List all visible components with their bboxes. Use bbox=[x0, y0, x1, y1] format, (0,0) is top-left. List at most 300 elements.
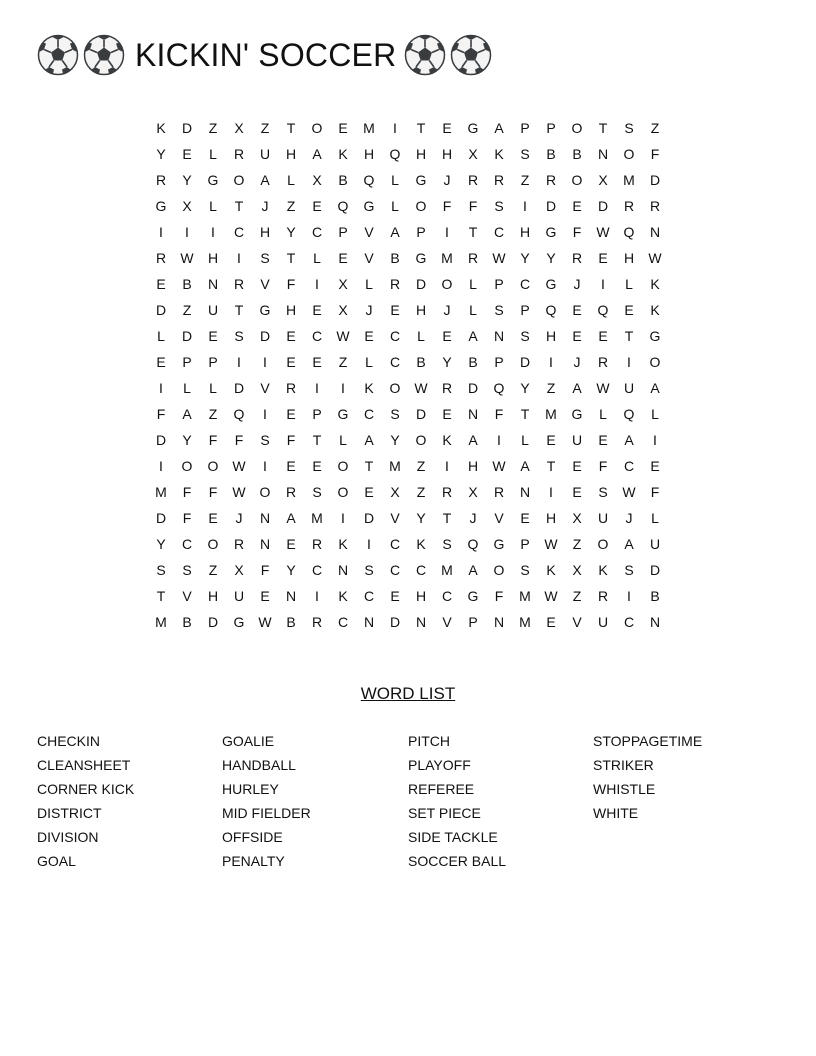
grid-letter: P bbox=[208, 354, 218, 370]
grid-letter: Q bbox=[363, 172, 375, 188]
grid-letter: E bbox=[442, 328, 452, 344]
grid-letter: R bbox=[597, 354, 609, 370]
grid-letter: R bbox=[467, 172, 479, 188]
grid-letter: Z bbox=[416, 484, 426, 500]
grid-letter: E bbox=[208, 328, 218, 344]
grid-letter: H bbox=[545, 328, 557, 344]
grid-letter: E bbox=[286, 406, 296, 422]
grid-letter: T bbox=[312, 432, 322, 448]
grid-letter: C bbox=[415, 562, 427, 578]
grid-letter: I bbox=[523, 198, 527, 214]
grid-letter: B bbox=[390, 250, 400, 266]
grid-row bbox=[148, 453, 668, 479]
grid-row bbox=[148, 531, 668, 557]
word-list-column bbox=[408, 729, 588, 873]
grid-letter: A bbox=[468, 562, 478, 578]
grid-letter: A bbox=[468, 432, 478, 448]
grid-letter: V bbox=[364, 250, 374, 266]
grid-letter: K bbox=[442, 432, 452, 448]
grid-letter: C bbox=[441, 588, 453, 604]
grid-letter: E bbox=[572, 302, 582, 318]
grid-letter: H bbox=[285, 146, 297, 162]
grid-letter: I bbox=[263, 354, 267, 370]
grid-letter: V bbox=[442, 614, 452, 630]
grid-letter: S bbox=[624, 562, 634, 578]
grid-letter: C bbox=[311, 224, 323, 240]
grid-letter: D bbox=[363, 510, 375, 526]
grid-letter: Y bbox=[182, 172, 192, 188]
grid-letter: C bbox=[311, 562, 323, 578]
grid-letter: T bbox=[234, 302, 244, 318]
grid-letter: Y bbox=[520, 380, 530, 396]
grid-letter: J bbox=[573, 354, 581, 370]
grid-letter: S bbox=[494, 302, 504, 318]
page-header bbox=[37, 32, 496, 78]
grid-letter: I bbox=[367, 536, 371, 552]
grid-letter: G bbox=[545, 276, 557, 292]
grid-letter: D bbox=[259, 328, 271, 344]
grid-letter: I bbox=[263, 406, 267, 422]
grid-letter: F bbox=[572, 224, 582, 240]
grid-letter: O bbox=[649, 354, 661, 370]
grid-letter: L bbox=[209, 380, 217, 396]
grid-letter: D bbox=[649, 172, 661, 188]
grid-letter: D bbox=[467, 380, 479, 396]
soccer-ball-icon bbox=[404, 34, 446, 76]
grid-letter: D bbox=[519, 354, 531, 370]
grid-letter: N bbox=[259, 536, 271, 552]
grid-letter: O bbox=[207, 536, 219, 552]
grid-letter: G bbox=[467, 120, 479, 136]
grid-letter: B bbox=[338, 172, 348, 188]
grid-letter: L bbox=[391, 198, 399, 214]
grid-letter: N bbox=[649, 224, 661, 240]
grid-letter: G bbox=[493, 536, 505, 552]
word-list-item: STOPPAGETIME bbox=[593, 733, 703, 749]
grid-letter: J bbox=[469, 510, 477, 526]
grid-letter: C bbox=[389, 562, 401, 578]
grid-letter: N bbox=[259, 510, 271, 526]
soccer-ball-icon bbox=[37, 34, 79, 76]
grid-letter: I bbox=[159, 224, 163, 240]
grid-letter: T bbox=[416, 120, 426, 136]
grid-letter: Y bbox=[546, 250, 556, 266]
grid-letter: G bbox=[415, 250, 427, 266]
grid-letter: M bbox=[519, 588, 531, 604]
grid-letter: A bbox=[364, 432, 374, 448]
word-list-item: CORNER KICK bbox=[37, 781, 135, 797]
grid-letter: U bbox=[233, 588, 245, 604]
grid-letter: Q bbox=[233, 406, 245, 422]
grid-letter: S bbox=[624, 120, 634, 136]
grid-letter: H bbox=[363, 146, 375, 162]
grid-letter: E bbox=[286, 536, 296, 552]
grid-letter: W bbox=[492, 250, 506, 266]
grid-row bbox=[148, 349, 668, 375]
grid-letter: E bbox=[364, 328, 374, 344]
grid-letter: E bbox=[572, 458, 582, 474]
grid-letter: R bbox=[389, 276, 401, 292]
grid-letter: E bbox=[208, 510, 218, 526]
word-list-item: OFFSIDE bbox=[222, 829, 283, 845]
grid-letter: L bbox=[365, 276, 373, 292]
grid-letter: Y bbox=[156, 146, 166, 162]
grid-letter: D bbox=[181, 120, 193, 136]
grid-letter: D bbox=[415, 276, 427, 292]
grid-row bbox=[148, 219, 668, 245]
grid-letter: W bbox=[544, 536, 558, 552]
grid-letter: H bbox=[207, 588, 219, 604]
grid-letter: E bbox=[598, 250, 608, 266]
grid-letter: H bbox=[545, 510, 557, 526]
grid-letter: O bbox=[441, 276, 453, 292]
grid-letter: C bbox=[389, 354, 401, 370]
grid-letter: S bbox=[182, 562, 192, 578]
word-list-item: PLAYOFF bbox=[408, 757, 471, 773]
grid-letter: W bbox=[414, 380, 428, 396]
grid-letter: U bbox=[259, 146, 271, 162]
grid-letter: S bbox=[494, 198, 504, 214]
grid-letter: S bbox=[234, 328, 244, 344]
grid-letter: E bbox=[286, 354, 296, 370]
grid-letter: L bbox=[209, 198, 217, 214]
grid-letter: Q bbox=[545, 302, 557, 318]
grid-letter: E bbox=[520, 510, 530, 526]
grid-letter: I bbox=[315, 380, 319, 396]
grid-letter: F bbox=[182, 484, 192, 500]
grid-letter: K bbox=[338, 536, 348, 552]
grid-letter: D bbox=[545, 198, 557, 214]
grid-letter: L bbox=[209, 146, 217, 162]
grid-letter: D bbox=[233, 380, 245, 396]
grid-letter: L bbox=[365, 354, 373, 370]
grid-letter: U bbox=[597, 614, 609, 630]
grid-letter: O bbox=[597, 536, 609, 552]
grid-letter: N bbox=[337, 562, 349, 578]
grid-letter: A bbox=[468, 328, 478, 344]
grid-letter: S bbox=[520, 328, 530, 344]
grid-letter: O bbox=[337, 458, 349, 474]
word-list-item: REFEREE bbox=[408, 781, 475, 797]
grid-letter: N bbox=[597, 146, 609, 162]
grid-letter: K bbox=[364, 380, 374, 396]
grid-letter: W bbox=[336, 328, 350, 344]
grid-letter: F bbox=[234, 432, 244, 448]
grid-letter: F bbox=[494, 406, 504, 422]
grid-letter: B bbox=[182, 614, 192, 630]
grid-letter: O bbox=[571, 120, 583, 136]
grid-letter: G bbox=[259, 302, 271, 318]
grid-letter: P bbox=[416, 224, 426, 240]
grid-letter: I bbox=[445, 224, 449, 240]
grid-letter: Q bbox=[493, 380, 505, 396]
grid-letter: G bbox=[337, 406, 349, 422]
word-list-item: SET PIECE bbox=[408, 805, 481, 821]
grid-letter: L bbox=[599, 406, 607, 422]
grid-letter: W bbox=[544, 588, 558, 604]
grid-letter: M bbox=[441, 250, 453, 266]
grid-letter: S bbox=[442, 536, 452, 552]
grid-row bbox=[148, 609, 668, 635]
grid-letter: X bbox=[338, 276, 348, 292]
grid-letter: V bbox=[182, 588, 192, 604]
grid-letter: W bbox=[596, 224, 610, 240]
word-list-column bbox=[593, 729, 773, 825]
grid-letter: H bbox=[415, 302, 427, 318]
grid-letter: P bbox=[546, 120, 556, 136]
grid-letter: R bbox=[233, 276, 245, 292]
grid-letter: D bbox=[649, 562, 661, 578]
grid-letter: E bbox=[598, 328, 608, 344]
grid-letter: H bbox=[623, 250, 635, 266]
grid-letter: C bbox=[623, 458, 635, 474]
grid-letter: C bbox=[623, 614, 635, 630]
grid-letter: N bbox=[415, 614, 427, 630]
grid-letter: W bbox=[648, 250, 662, 266]
grid-letter: L bbox=[313, 250, 321, 266]
grid-letter: K bbox=[494, 146, 504, 162]
grid-row bbox=[148, 401, 668, 427]
grid-letter: K bbox=[416, 536, 426, 552]
grid-letter: M bbox=[545, 406, 557, 422]
grid-letter: N bbox=[363, 614, 375, 630]
grid-letter: E bbox=[442, 120, 452, 136]
word-list-item: PENALTY bbox=[222, 853, 285, 869]
grid-letter: X bbox=[468, 146, 478, 162]
grid-letter: Y bbox=[156, 536, 166, 552]
grid-letter: O bbox=[389, 380, 401, 396]
grid-letter: T bbox=[234, 198, 244, 214]
grid-letter: Z bbox=[208, 406, 218, 422]
grid-letter: I bbox=[497, 432, 501, 448]
grid-letter: I bbox=[315, 276, 319, 292]
word-list-item: MID FIELDER bbox=[222, 805, 311, 821]
grid-letter: E bbox=[156, 276, 166, 292]
grid-letter: W bbox=[258, 614, 272, 630]
word-list-item: SIDE TACKLE bbox=[408, 829, 498, 845]
grid-row bbox=[148, 427, 668, 453]
grid-letter: E bbox=[338, 120, 348, 136]
word-list-item: HANDBALL bbox=[222, 757, 296, 773]
grid-letter: O bbox=[311, 120, 323, 136]
grid-row bbox=[148, 375, 668, 401]
grid-letter: S bbox=[312, 484, 322, 500]
grid-letter: J bbox=[573, 276, 581, 292]
grid-letter: Q bbox=[597, 302, 609, 318]
grid-row bbox=[148, 583, 668, 609]
soccer-ball-icon bbox=[83, 34, 125, 76]
grid-letter: A bbox=[260, 172, 270, 188]
grid-letter: N bbox=[493, 328, 505, 344]
grid-letter: N bbox=[467, 406, 479, 422]
grid-letter: L bbox=[339, 432, 347, 448]
grid-letter: B bbox=[468, 354, 478, 370]
grid-letter: C bbox=[311, 328, 323, 344]
grid-letter: T bbox=[286, 250, 296, 266]
grid-letter: Z bbox=[650, 120, 660, 136]
grid-letter: J bbox=[365, 302, 373, 318]
grid-letter: E bbox=[598, 432, 608, 448]
grid-letter: E bbox=[442, 406, 452, 422]
grid-letter: B bbox=[416, 354, 426, 370]
word-list-item: DISTRICT bbox=[37, 805, 102, 821]
grid-letter: Z bbox=[572, 588, 582, 604]
grid-letter: I bbox=[601, 276, 605, 292]
grid-letter: W bbox=[232, 458, 246, 474]
grid-letter: V bbox=[260, 380, 270, 396]
grid-letter: I bbox=[159, 458, 163, 474]
grid-letter: R bbox=[285, 484, 297, 500]
grid-letter: U bbox=[207, 302, 219, 318]
grid-letter: G bbox=[207, 172, 219, 188]
grid-letter: F bbox=[598, 458, 608, 474]
grid-letter: L bbox=[183, 380, 191, 396]
grid-letter: V bbox=[390, 510, 400, 526]
grid-letter: M bbox=[389, 458, 401, 474]
grid-letter: I bbox=[653, 432, 657, 448]
soccer-ball-icon bbox=[450, 34, 492, 76]
grid-letter: O bbox=[259, 484, 271, 500]
grid-letter: Z bbox=[572, 536, 582, 552]
grid-letter: X bbox=[572, 510, 582, 526]
grid-letter: F bbox=[494, 588, 504, 604]
grid-letter: I bbox=[341, 380, 345, 396]
grid-letter: L bbox=[469, 276, 477, 292]
grid-letter: I bbox=[341, 510, 345, 526]
word-list-column bbox=[222, 729, 402, 873]
grid-letter: X bbox=[338, 302, 348, 318]
grid-letter: Y bbox=[520, 250, 530, 266]
grid-letter: J bbox=[235, 510, 243, 526]
grid-letter: W bbox=[596, 380, 610, 396]
grid-letter: D bbox=[155, 302, 167, 318]
grid-letter: X bbox=[234, 562, 244, 578]
grid-letter: E bbox=[312, 198, 322, 214]
grid-letter: R bbox=[597, 588, 609, 604]
grid-letter: R bbox=[155, 172, 167, 188]
grid-letter: C bbox=[389, 536, 401, 552]
word-list-item: WHITE bbox=[593, 805, 639, 821]
grid-letter: D bbox=[415, 406, 427, 422]
grid-letter: R bbox=[285, 380, 297, 396]
word-list-item: WHISTLE bbox=[593, 781, 656, 797]
grid-letter: V bbox=[260, 276, 270, 292]
grid-letter: W bbox=[492, 458, 506, 474]
grid-letter: S bbox=[260, 432, 270, 448]
grid-row bbox=[148, 245, 668, 271]
grid-letter: K bbox=[338, 588, 348, 604]
grid-letter: A bbox=[182, 406, 192, 422]
grid-letter: G bbox=[649, 328, 661, 344]
grid-letter: E bbox=[364, 484, 374, 500]
grid-letter: E bbox=[572, 484, 582, 500]
grid-letter: E bbox=[260, 588, 270, 604]
grid-letter: R bbox=[311, 536, 323, 552]
grid-row bbox=[148, 115, 668, 141]
grid-letter: H bbox=[285, 302, 297, 318]
grid-letter: M bbox=[441, 562, 453, 578]
grid-letter: R bbox=[545, 172, 557, 188]
grid-letter: Z bbox=[208, 120, 218, 136]
grid-letter: I bbox=[263, 458, 267, 474]
word-list-item: GOALIE bbox=[222, 733, 275, 749]
grid-letter: H bbox=[415, 146, 427, 162]
grid-letter: Z bbox=[546, 380, 556, 396]
grid-letter: R bbox=[441, 380, 453, 396]
grid-letter: S bbox=[390, 406, 400, 422]
grid-letter: H bbox=[259, 224, 271, 240]
grid-letter: I bbox=[627, 354, 631, 370]
grid-letter: N bbox=[207, 276, 219, 292]
grid-letter: Z bbox=[260, 120, 270, 136]
grid-row bbox=[148, 193, 668, 219]
grid-letter: G bbox=[363, 198, 375, 214]
grid-letter: D bbox=[389, 614, 401, 630]
grid-letter: M bbox=[155, 614, 167, 630]
grid-letter: E bbox=[572, 328, 582, 344]
grid-letter: L bbox=[521, 432, 529, 448]
grid-letter: E bbox=[390, 302, 400, 318]
grid-letter: X bbox=[234, 120, 244, 136]
grid-letter: E bbox=[650, 458, 660, 474]
grid-letter: A bbox=[650, 380, 660, 396]
grid-letter: F bbox=[182, 510, 192, 526]
grid-letter: K bbox=[338, 146, 348, 162]
grid-letter: E bbox=[286, 328, 296, 344]
grid-row bbox=[148, 557, 668, 583]
grid-letter: F bbox=[286, 432, 296, 448]
grid-letter: I bbox=[315, 588, 319, 604]
grid-letter: E bbox=[624, 302, 634, 318]
grid-letter: O bbox=[181, 458, 193, 474]
grid-letter: Y bbox=[416, 510, 426, 526]
grid-letter: N bbox=[285, 588, 297, 604]
grid-letter: D bbox=[181, 328, 193, 344]
grid-letter: X bbox=[572, 562, 582, 578]
grid-letter: L bbox=[651, 406, 659, 422]
grid-letter: F bbox=[468, 198, 478, 214]
grid-letter: R bbox=[233, 536, 245, 552]
word-list-item: GOAL bbox=[37, 853, 76, 869]
grid-row bbox=[148, 297, 668, 323]
grid-letter: R bbox=[155, 250, 167, 266]
grid-letter: F bbox=[442, 198, 452, 214]
grid-letter: P bbox=[520, 536, 530, 552]
grid-letter: Y bbox=[442, 354, 452, 370]
grid-letter: N bbox=[493, 614, 505, 630]
grid-letter: P bbox=[182, 354, 192, 370]
grid-letter: V bbox=[364, 224, 374, 240]
grid-letter: F bbox=[286, 276, 296, 292]
grid-letter: I bbox=[159, 380, 163, 396]
grid-letter: Z bbox=[182, 302, 192, 318]
grid-letter: W bbox=[622, 484, 636, 500]
grid-letter: T bbox=[598, 120, 608, 136]
grid-letter: G bbox=[233, 614, 245, 630]
grid-letter: E bbox=[156, 354, 166, 370]
grid-letter: S bbox=[260, 250, 270, 266]
grid-letter: O bbox=[415, 198, 427, 214]
grid-letter: F bbox=[208, 484, 218, 500]
grid-letter: T bbox=[442, 510, 452, 526]
grid-letter: S bbox=[156, 562, 166, 578]
grid-letter: P bbox=[468, 614, 478, 630]
grid-letter: C bbox=[389, 328, 401, 344]
grid-letter: R bbox=[623, 198, 635, 214]
grid-row bbox=[148, 479, 668, 505]
grid-letter: A bbox=[572, 380, 582, 396]
grid-letter: O bbox=[623, 146, 635, 162]
